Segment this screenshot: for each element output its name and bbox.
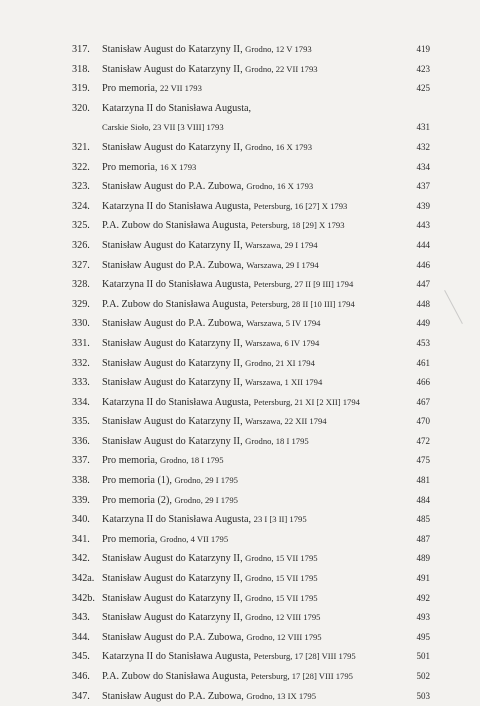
entry-title xyxy=(102,334,396,354)
entry-number: 346. xyxy=(72,671,90,682)
entry-place-date: Grodno, 18 I 1795 xyxy=(160,455,224,466)
entry-heading: Katarzyna II do Stanisława Augusta, xyxy=(102,200,252,212)
entry-heading: Stanisław August do Katarzyny II, xyxy=(102,63,243,75)
entry-page-number: 475 xyxy=(416,455,430,466)
entry-number: 331. xyxy=(72,337,90,349)
entry-place-date: Grodno, 22 VII 1793 xyxy=(245,63,318,74)
entry-heading: Stanisław August do Katarzyny II, xyxy=(102,416,243,428)
entry-title xyxy=(102,158,396,178)
entry-number: 332. xyxy=(72,357,90,369)
entry-page-number: 503 xyxy=(416,690,430,701)
toc-entry xyxy=(72,687,430,706)
toc-entry xyxy=(72,354,430,374)
toc-entry xyxy=(72,334,430,354)
entry-title xyxy=(102,256,396,276)
entry-number: 323. xyxy=(72,181,90,193)
entry-heading: Stanisław August do Katarzyny II, xyxy=(102,377,243,389)
toc-entry xyxy=(72,510,430,530)
entry-number: 322. xyxy=(72,161,90,173)
entry-place-date: Warszawa, 29 I 1794 xyxy=(245,239,318,250)
toc-entry xyxy=(72,628,430,648)
entry-number: 327. xyxy=(72,259,90,271)
pencil-mark xyxy=(444,290,463,324)
entry-page-number: 493 xyxy=(416,612,430,623)
entry-title xyxy=(102,40,396,60)
entry-title xyxy=(102,549,396,569)
entry-number: 321. xyxy=(72,141,90,153)
entry-page-number: 472 xyxy=(416,435,430,446)
entry-place-date: Carskie Sioło, 23 VII [3 VIII] 1793 xyxy=(102,122,224,133)
toc-entry xyxy=(72,197,430,217)
entry-number: 320. xyxy=(72,102,90,114)
entry-title xyxy=(102,451,396,471)
entry-title xyxy=(102,99,396,119)
entry-number: 339. xyxy=(72,494,90,506)
entry-page-number: 492 xyxy=(416,592,430,603)
entry-title xyxy=(102,373,396,393)
entry-number: 329. xyxy=(72,298,90,310)
entry-page-number: 448 xyxy=(416,298,430,309)
entry-title xyxy=(102,687,396,706)
entry-heading: Stanisław August do P.A. Zubowa, xyxy=(102,318,244,330)
entry-heading: Stanisław August do Katarzyny II, xyxy=(102,553,243,565)
entry-place-date: Petersburg, 28 II [10 III] 1794 xyxy=(250,298,355,309)
entry-number: 338. xyxy=(72,475,90,487)
entry-place-date: Grodno, 15 VII 1795 xyxy=(245,553,318,564)
toc-entry xyxy=(72,530,430,550)
entry-place-date: Warszawa, 5 IV 1794 xyxy=(246,318,321,329)
entry-page-number: 437 xyxy=(416,181,430,192)
entry-place-date: 22 VII 1793 xyxy=(160,83,202,94)
entry-number: 317. xyxy=(72,44,90,55)
entry-page-number: 461 xyxy=(416,357,430,368)
entry-heading: Stanisław August do Katarzyny II, xyxy=(102,612,243,624)
entry-heading: Pro memoria, xyxy=(102,83,158,95)
entry-place-date: Warszawa, 6 IV 1794 xyxy=(245,337,320,348)
entry-heading: Katarzyna II do Stanisława Augusta, xyxy=(102,514,252,526)
entry-place-date: Petersburg, 17 [28] VIII 1795 xyxy=(253,651,356,662)
entry-page-number: 425 xyxy=(416,83,430,94)
entry-title xyxy=(102,393,396,413)
entry-page-number: 453 xyxy=(416,337,430,348)
toc-entry xyxy=(72,256,430,276)
toc-entry xyxy=(72,295,430,315)
entry-number: 337. xyxy=(72,455,90,467)
entry-heading: Pro memoria (1), xyxy=(102,475,172,487)
entry-heading: Stanisław August do Katarzyny II, xyxy=(102,239,243,251)
entry-place-date: Petersburg, 21 XI [2 XII] 1794 xyxy=(253,396,360,407)
entry-number: 328. xyxy=(72,279,90,291)
entry-place-date: Petersburg, 27 II [9 III] 1794 xyxy=(253,279,354,290)
entry-number: 347. xyxy=(72,690,90,702)
entry-title xyxy=(102,314,396,334)
entry-page-number: 434 xyxy=(416,161,430,172)
toc-entry xyxy=(72,236,430,256)
entry-title xyxy=(102,79,396,99)
entry-page-number: 431 xyxy=(416,122,430,133)
entry-title xyxy=(102,432,396,452)
entry-place-date: Grodno, 29 I 1795 xyxy=(174,494,238,505)
entry-heading: Stanisław August do P.A. Zubowa, xyxy=(102,631,244,643)
toc-entry xyxy=(72,79,430,99)
entry-place-date: Grodno, 4 VII 1795 xyxy=(160,533,229,544)
entry-page-number: 481 xyxy=(416,475,430,486)
entry-title xyxy=(102,216,396,236)
entry-heading: P.A. Zubow do Stanisława Augusta, xyxy=(102,298,249,310)
entry-heading: Stanisław August do P.A. Zubowa, xyxy=(102,690,244,702)
entry-place-date: Grodno, 29 I 1795 xyxy=(174,475,238,486)
entry-place-date: Warszawa, 22 XII 1794 xyxy=(245,416,327,427)
entry-title xyxy=(102,412,396,432)
entry-number: 330. xyxy=(72,318,90,330)
entry-place-date: Petersburg, 17 [28] VIII 1795 xyxy=(250,671,353,681)
entry-number: 318. xyxy=(72,63,90,75)
entry-number: 325. xyxy=(72,220,90,232)
entry-place-date: Petersburg, 16 [27] X 1793 xyxy=(253,200,348,211)
entry-number: 324. xyxy=(72,200,90,212)
table-of-contents xyxy=(72,40,430,706)
entry-title xyxy=(102,569,396,589)
toc-entry xyxy=(72,99,430,119)
toc-entry-continuation xyxy=(72,118,430,138)
entry-place-date: Grodno, 16 X 1793 xyxy=(246,181,314,192)
entry-heading: Stanisław August do Katarzyny II, xyxy=(102,592,243,604)
entry-title xyxy=(102,628,396,648)
entry-heading: Stanisław August do Katarzyny II, xyxy=(102,573,243,585)
entry-title xyxy=(102,647,396,667)
entry-page-number: 467 xyxy=(416,396,430,407)
entry-heading: Stanisław August do Katarzyny II, xyxy=(102,141,243,153)
toc-entry xyxy=(72,647,430,667)
toc-entry xyxy=(72,393,430,413)
entry-page-number: 443 xyxy=(416,220,430,231)
entry-heading: Pro memoria (2), xyxy=(102,494,172,506)
entry-page-number: 485 xyxy=(416,514,430,525)
toc-entry xyxy=(72,569,430,589)
entry-number: 334. xyxy=(72,396,90,408)
toc-entry xyxy=(72,589,430,609)
entry-heading: P.A. Zubow do Stanisława Augusta, xyxy=(102,671,249,682)
entry-number: 342. xyxy=(72,553,90,565)
entry-place-date: Warszawa, 1 XII 1794 xyxy=(245,377,323,388)
entry-number: 342a. xyxy=(72,573,95,585)
toc-entry xyxy=(72,471,430,491)
entry-title xyxy=(102,275,396,295)
entry-place-date: Grodno, 12 V 1793 xyxy=(245,44,312,54)
entry-page-number: 487 xyxy=(416,533,430,544)
entry-page-number: 502 xyxy=(416,671,430,681)
entry-number: 319. xyxy=(72,83,90,95)
entry-page-number: 444 xyxy=(416,239,430,250)
entry-number: 345. xyxy=(72,651,90,663)
entry-place-date: Petersburg, 18 [29] X 1793 xyxy=(250,220,345,231)
entry-page-number: 432 xyxy=(416,141,430,152)
toc-entry xyxy=(72,216,430,236)
toc-entry xyxy=(72,40,430,60)
entry-place-date: Grodno, 21 XI 1794 xyxy=(245,357,315,368)
toc-entry xyxy=(72,608,430,628)
entry-title xyxy=(102,138,396,158)
toc-entry xyxy=(72,158,430,178)
entry-heading: Pro memoria, xyxy=(102,533,158,545)
entry-heading: Stanisław August do Katarzyny II, xyxy=(102,337,243,349)
entry-title xyxy=(102,471,396,491)
entry-page-number: 447 xyxy=(416,279,430,290)
entry-number: 340. xyxy=(72,514,90,526)
entry-heading: Katarzyna II do Stanisława Augusta, xyxy=(102,396,252,408)
toc-entry xyxy=(72,432,430,452)
entry-heading: Katarzyna II do Stanisława Augusta, xyxy=(102,102,252,114)
entry-page-number: 439 xyxy=(416,200,430,211)
entry-heading: Stanisław August do Katarzyny II, xyxy=(102,44,243,55)
entry-title xyxy=(102,354,396,374)
entry-number: 326. xyxy=(72,239,90,251)
entry-title xyxy=(102,530,396,550)
entry-title xyxy=(102,491,396,511)
entry-number: 341. xyxy=(72,533,90,545)
entry-page-number: 466 xyxy=(416,377,430,388)
entry-title xyxy=(102,197,396,217)
entry-title xyxy=(102,60,396,80)
entry-heading: Stanisław August do Katarzyny II, xyxy=(102,435,243,447)
entry-place-date: 23 I [3 II] 1795 xyxy=(253,514,307,525)
toc-entry xyxy=(72,549,430,569)
toc-entry xyxy=(72,60,430,80)
entry-heading: Stanisław August do P.A. Zubowa, xyxy=(102,259,244,271)
entry-place-date: Grodno, 15 VII 1795 xyxy=(245,573,318,584)
entry-page-number: 446 xyxy=(416,259,430,270)
entry-heading: Katarzyna II do Stanisława Augusta, xyxy=(102,651,252,663)
entry-page-number: 484 xyxy=(416,494,430,505)
entry-heading: Pro memoria, xyxy=(102,455,158,467)
entry-page-number: 495 xyxy=(416,631,430,642)
toc-entry xyxy=(72,275,430,295)
entry-place-date: 16 X 1793 xyxy=(160,161,197,172)
entry-page-number: 491 xyxy=(416,573,430,584)
entry-heading: Pro memoria, xyxy=(102,161,158,173)
entry-title xyxy=(102,608,396,628)
entry-page-number: 489 xyxy=(416,553,430,564)
entry-page-number: 501 xyxy=(416,651,430,662)
toc-entry xyxy=(72,491,430,511)
entry-heading: Katarzyna II do Stanisława Augusta, xyxy=(102,279,252,291)
entry-number: 335. xyxy=(72,416,90,428)
entry-number: 333. xyxy=(72,377,90,389)
toc-entry xyxy=(72,412,430,432)
entry-place-date: Grodno, 12 VIII 1795 xyxy=(245,612,321,623)
toc-entry xyxy=(72,314,430,334)
entry-title xyxy=(102,177,396,197)
entry-title xyxy=(102,510,396,530)
entry-page-number: 419 xyxy=(416,44,430,54)
entry-title xyxy=(102,236,396,256)
entry-place-date: Grodno, 18 I 1795 xyxy=(245,435,309,446)
entry-number: 336. xyxy=(72,435,90,447)
toc-entry xyxy=(72,138,430,158)
entry-place-date: Grodno, 16 X 1793 xyxy=(245,141,313,152)
entry-place-date: Grodno, 13 IX 1795 xyxy=(246,690,317,701)
entry-heading: Stanisław August do P.A. Zubowa, xyxy=(102,181,244,193)
entry-page-number: 470 xyxy=(416,416,430,427)
entry-title xyxy=(102,295,396,315)
toc-entry xyxy=(72,451,430,471)
entry-number: 343. xyxy=(72,612,90,624)
toc-entry xyxy=(72,373,430,393)
entry-number: 342b. xyxy=(72,592,95,604)
entry-title xyxy=(102,589,396,609)
entry-place-date: Grodno, 12 VIII 1795 xyxy=(246,631,322,642)
entry-number: 344. xyxy=(72,631,90,643)
entry-heading: P.A. Zubow do Stanisława Augusta, xyxy=(102,220,249,232)
entry-page-number: 423 xyxy=(416,63,430,74)
entry-place-date: Grodno, 15 VII 1795 xyxy=(245,592,318,603)
entry-page-number: 449 xyxy=(416,318,430,329)
toc-entry xyxy=(72,177,430,197)
entry-heading: Stanisław August do Katarzyny II, xyxy=(102,357,243,369)
entry-place-date: Warszawa, 29 I 1794 xyxy=(246,259,319,270)
